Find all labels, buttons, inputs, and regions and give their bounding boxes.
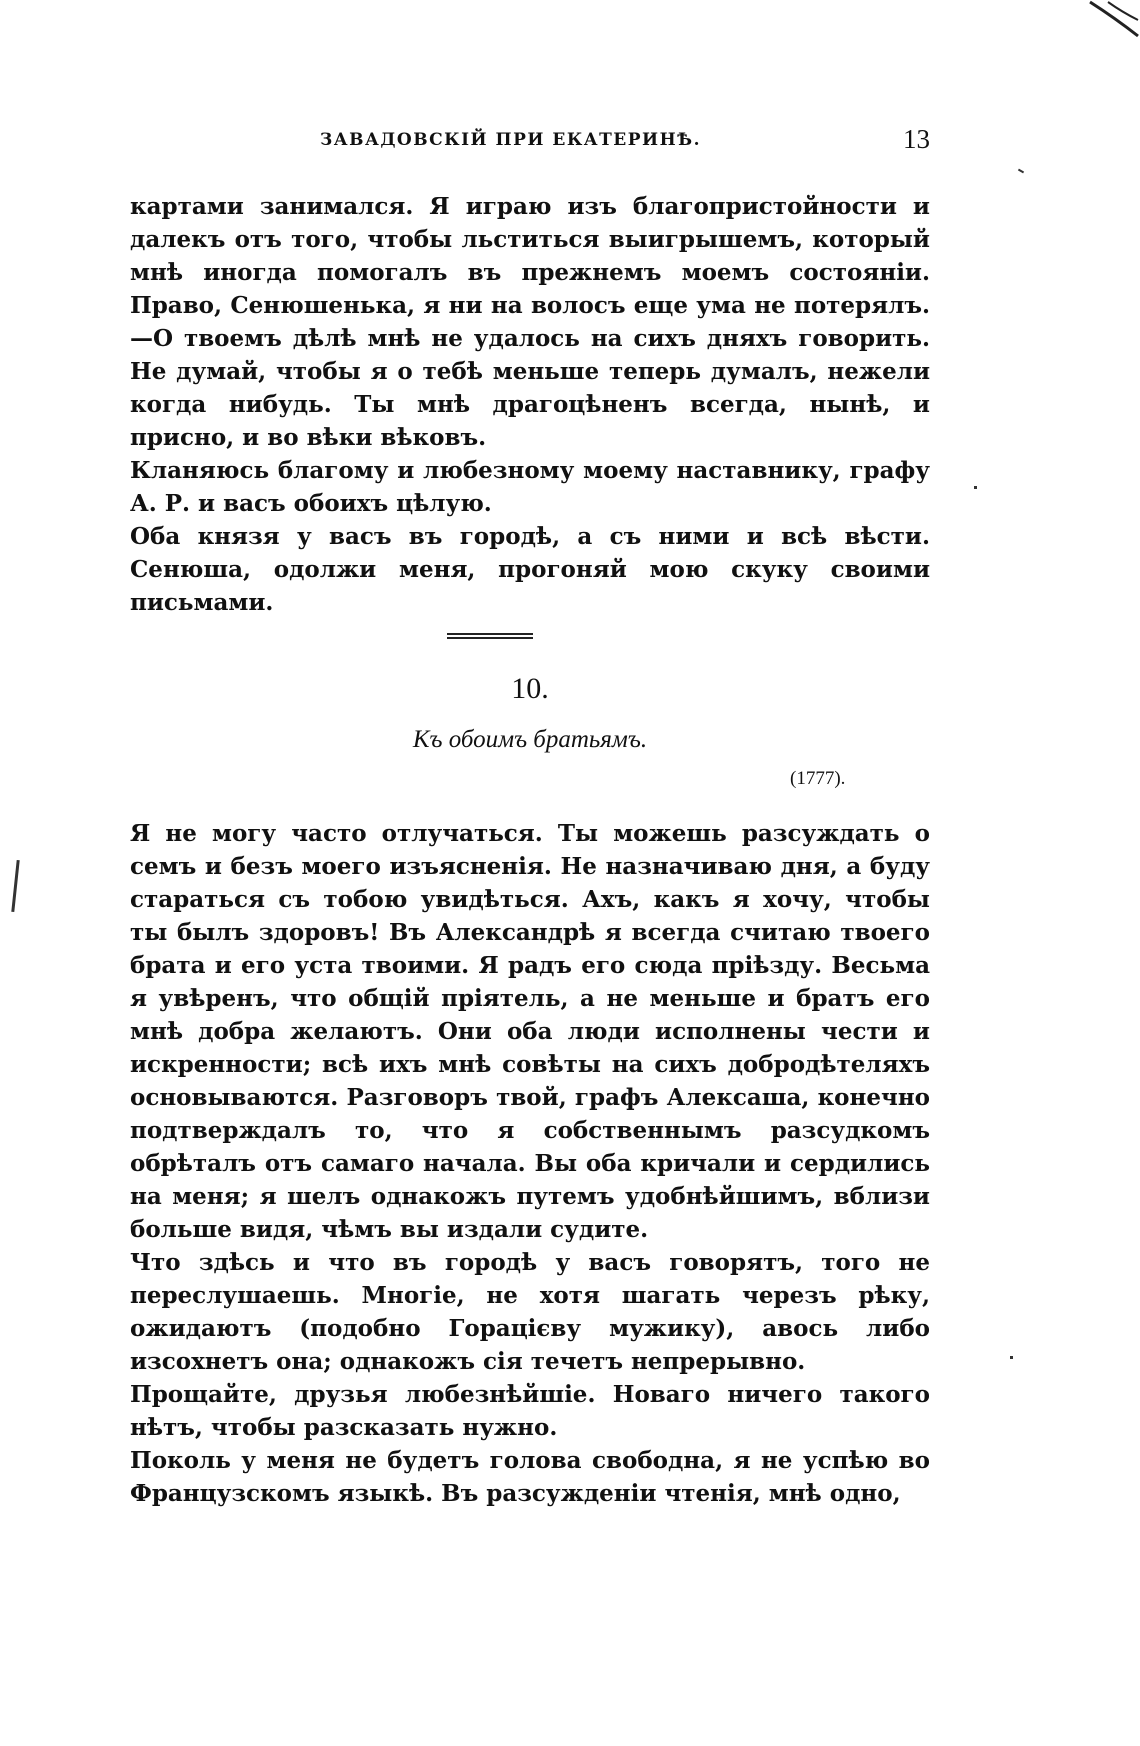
letter-date: (1777). [790,768,846,789]
scan-speck [11,860,19,912]
section-subtitle: Къ обоимъ братьямъ. [412,726,648,753]
running-title: ЗАВАДОВСКІЙ ПРИ ЕКАТЕРИНѢ. [320,130,702,150]
text-block-letter [130,817,930,1510]
paragraph: Я не могу часто отлучаться. Ты можешь разсуждать о семъ и безъ моего изъясненія. Не назначиваю дня, а буду стараться съ тобою увидѣться. Ахъ, какъ я хочу, чтобы ты былъ здоровъ! Въ Александрѣ я всегда считаю твоего брата и его уста твоими. Я радъ его сюда пріѣзду. Весьма я увѣренъ, что общій пріятель, а не меньше и братъ его мнѣ добра желаютъ. Они оба люди исполнены чести и искренности; всѣ ихъ мнѣ совѣты на сихъ добродѣтеляхъ основываются. Разговоръ твой, графъ Алексаша, конечно подтверждалъ то, что я собственнымъ разсудкомъ обрѣталъ отъ самаго начала. Вы оба кричали и сердились на меня; я шелъ однакожъ путемъ удобнѣйшимъ, вблизи больше видя, чѣмъ вы издали судите. [130,820,930,1243]
section-divider [447,633,533,639]
text-block-continuation [130,190,930,619]
paragraph: Что здѣсь и что въ городѣ у васъ говорятъ, того не переслушаешь. Многіе, не хотя шагать черезъ рѣку, ожидаютъ (подобно Горацієву мужику), авось либо изсохнетъ она; однакожъ сія течетъ непрерывно. [130,1249,930,1375]
paragraph: картами занимался. Я играю изъ благопристойности и далекъ отъ того, чтобы льститься выигрышемъ, который мнѣ иногда помогалъ въ прежнемъ моемъ состояніи. Право, Сенюшенька, я ни на волосъ еще ума не потерялъ.—О твоемъ дѣлѣ мнѣ не удалось на сихъ дняхъ говорить. Не думай, чтобы я о тебѣ меньше теперь думалъ, нежели когда нибудь. Ты мнѣ драгоцѣненъ всегда, нынѣ, и присно, и во вѣки вѣковъ. [130,193,930,451]
section-number: 10. [511,672,549,705]
scan-speck [1018,169,1024,174]
paragraph: Прощайте, друзья любезнѣйшіе. Новаго ничего такого нѣтъ, чтобы разсказать нужно. [130,1381,930,1441]
paragraph: Кланяюсь благому и любезному моему наставнику, графу А. Р. и васъ обоихъ цѣлую. [130,457,930,517]
paragraph: Поколь у меня не будетъ голова свободна, я не успѣю во Французскомъ языкѣ. Въ разсужденіи чтенія, мнѣ одно, [130,1447,930,1507]
paragraph: Оба князя у васъ въ городѣ, а съ ними и всѣ вѣсти. Сенюша, одолжи меня, прогоняй мою скуку своими письмами. [130,523,930,616]
page-number: 13 [903,124,930,154]
scan-speck [974,486,977,489]
scan-speck [1010,1356,1013,1359]
running-head [130,124,930,168]
corner-mark [1080,0,1140,40]
